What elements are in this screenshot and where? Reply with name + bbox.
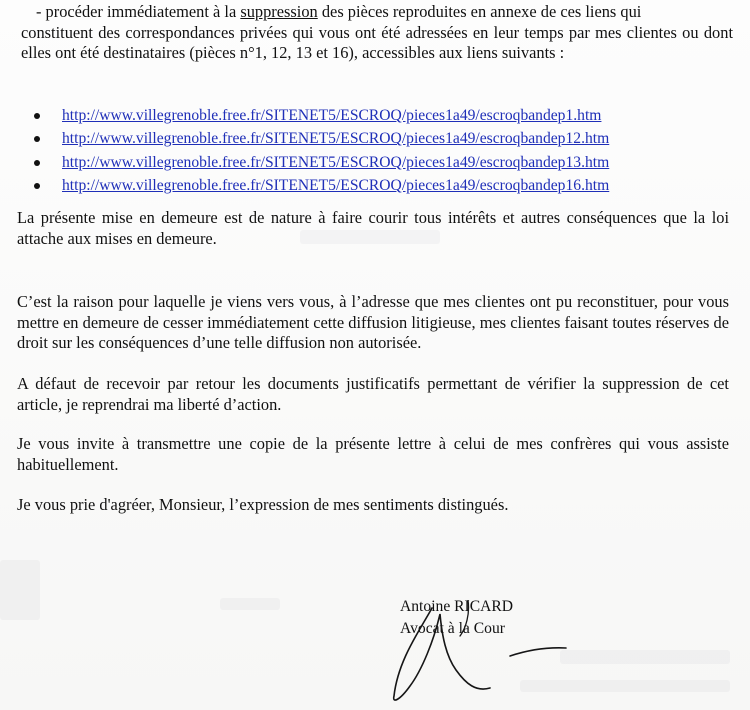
signature-stroke: [394, 608, 490, 700]
list-item: [34, 104, 609, 127]
bullet-icon: [34, 136, 40, 142]
paper-bleed-mark: [220, 598, 280, 610]
bullet-icon: [34, 183, 40, 189]
link-piece-12[interactable]: http://www.villegrenoble.free.fr/SITENET5/ESCROQ/pieces1a49/escroqbandep12.htm: [62, 130, 610, 148]
link-piece-13[interactable]: http://www.villegrenoble.free.fr/SITENET5/ESCROQ/pieces1a49/escroqbandep13.htm: [62, 153, 610, 171]
intro-first-line: [21, 2, 733, 23]
paragraph-salutations: Je vous prie d'agréer, Monsieur, l’expression de mes sentiments distingués.: [17, 495, 509, 514]
suppression-underlined-word: suppression: [240, 2, 318, 21]
list-item: [34, 174, 609, 197]
link-piece-16[interactable]: http://www.villegrenoble.free.fr/SITENET5/ESCROQ/pieces1a49/escroqbandep16.htm: [62, 177, 610, 195]
link-list: [34, 104, 609, 198]
handwritten-signature: [370, 600, 570, 710]
paper-bleed-mark: [560, 650, 730, 664]
signature-stroke: [460, 600, 469, 636]
paragraph-mise-en-demeure: La présente mise en demeure est de nature à faire courir tous intérêts et autres conséquences que la loi attache aux mises en demeure.: [17, 208, 729, 248]
paragraph-invitation: Je vous invite à transmettre une copie de la présente lettre à celui de mes confrères qui vous assiste habituellement.: [17, 434, 729, 474]
intro-rest: constituent des correspondances privées qui vous ont été adressées en leur temps par mes clientes ou dont elles ont été destinataires (pièces n°1, 12, 13 et 16), accessibles aux liens suivants :: [21, 22, 733, 62]
bullet-icon: [34, 113, 40, 119]
list-item: [34, 151, 609, 174]
list-item: [34, 127, 609, 150]
paper-bleed-mark: [0, 560, 40, 620]
signatory-title: Avocat à la Cour: [400, 620, 505, 637]
intro-paragraph: [21, 2, 733, 64]
link-piece-1[interactable]: http://www.villegrenoble.free.fr/SITENET5/ESCROQ/pieces1a49/escroqbandep1.htm: [62, 107, 602, 124]
paragraph-a-defaut: A défaut de recevoir par retour les documents justificatifs permettant de vérifier la suppression de cet article, je reprendrai ma liberté d’action.: [17, 374, 729, 414]
intro-prefix: - procéder immédiatement à la: [36, 2, 241, 21]
signature-stroke: [510, 648, 566, 656]
signatory-name: Antoine RICARD: [400, 598, 514, 615]
intro-suffix: des pièces reproduites en annexe de ces liens qui: [317, 2, 642, 21]
bullet-icon: [34, 160, 40, 166]
paragraph-raison: C’est la raison pour laquelle je viens vers vous, à l’adresse que mes clientes ont pu reconstituer, pour vous mettre en demeure de cesser immédiatement cette diffusion litigieuse, mes clientes faisant toutes réserves de droit sur les conséquences d’une telle diffusion non autorisée.: [17, 292, 729, 352]
